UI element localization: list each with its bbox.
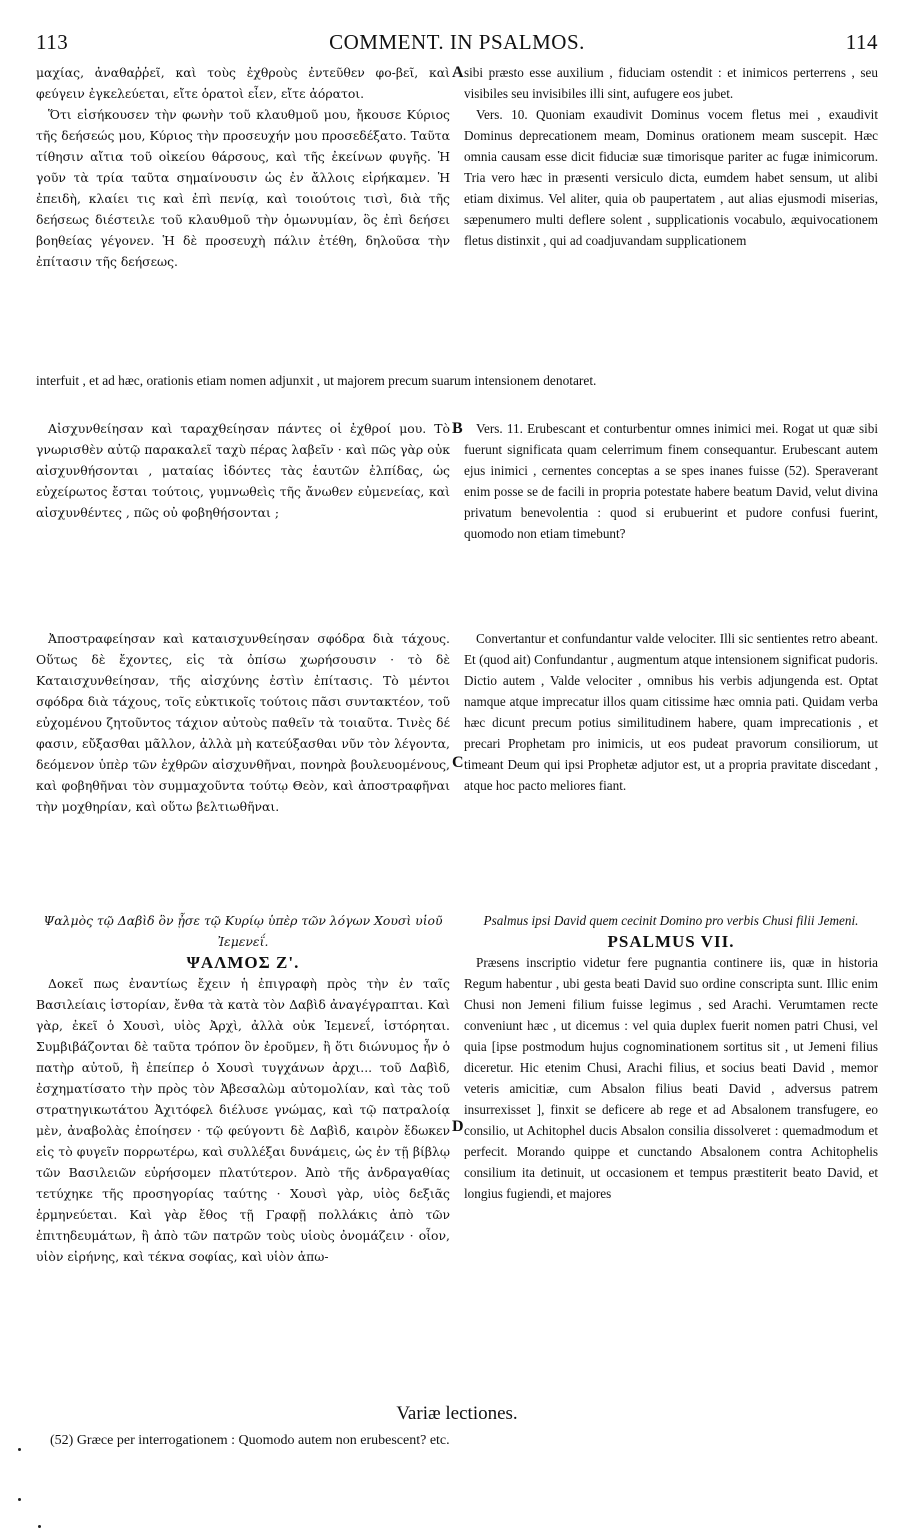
variae-lectiones-title: Variæ lectiones.	[396, 1403, 518, 1424]
latin-column	[464, 418, 878, 544]
margin-letter-b: B	[452, 420, 463, 437]
greek-paragraph: μαχίας, ἀναθαῤῥεῖ, καὶ τοὺς ἐχθροὺς ἐντεῦθεν φο-βεῖ, καὶ φεύγειν ἐγκελεύεται, εἴτε ὁρατοὶ εἶεν, εἴτε ἀόρατοι.	[36, 65, 450, 101]
greek-paragraph: Ἀποστραφείησαν καὶ καταισχυνθείησαν σφόδρα διὰ τάχους. Οὕτως δὲ ἔχοντες, εἰς τὰ ὀπίσω χωρήσουσιν · τὸ δὲ Καταισχυνθείησαν, τῆς αἰσχύνης ἐστὶν ἐπίτασις. Τὸ μέντοι σφόδρα διὰ τάχους, τοῖς εὐκτικοῖς τούτοις πᾶσι συντακτέον, τοῦ εὐχομένου ζητοῦντος τάχιον αὐτοὺς παθεῖν τὰ τοιαῦτα. Τινὲς δέ φασιν, εὔξασθαι μᾶλλον, ἀλλὰ μὴ κατεύξασθαι νῦν τὸν λέγοντα, δεόμενον ὑπὲρ τῶν ἐχθρῶν αἰσχυνθῆναι, πονηρὰ βουλευομένους, καὶ φοβηθῆναι τὸν συμμαχοῦντα τούτῳ Θεὸν, καὶ ἀποστραφῆναι τὴν μοχθηρίαν, καὶ οὕτω βελτιωθῆναι.	[36, 631, 450, 814]
full-width-line	[36, 370, 878, 391]
section-psalm-7	[36, 910, 878, 1390]
section-verse-11	[36, 418, 878, 618]
greek-column	[36, 628, 450, 817]
latin-paragraph: Vers. 10. Quoniam exaudivit Dominus vocem fletus mei , exaudivit Dominus deprecationem meam, Dominus orationem meam suscepit. Hæc omnia causam esse dicit fiduciæ suæ timorisque pariter ac fugæ inimicorum. Tria vero hæc in præsenti versiculo dicta, eumdem habet sensum, ut alibi etiam diximus. Vel aliter, quia ob paupertatem , aut alias ejusmodi miserias, sæpenumero multi deflere solent , supplicationis vocabulo, æquivocationem fletus distinxit , qui ad coadjuvandam supplicationem	[464, 107, 878, 248]
greek-column	[36, 418, 450, 523]
page-number-left: 113	[36, 30, 69, 54]
page-number-right: 114	[845, 30, 878, 54]
latin-paragraph: Convertantur et confundantur valde velociter. Illi sic sentientes retro abeant. Et (quod ait) Confundantur , augmentum atque intensionem significat pudoris. Dictio autem , Valde velociter , omnibus his verbis adjungenda est. Optat namque atque imprecatur illos quam citissime hæc omnia pati. Quidam verba hæc dicunt precum potius similitudinem habere, quam imprecationis , et precari Prophetam pro inimicis, ut eos pudeat pravorum consiliorum, ut timeant Deum qui ipsi Prophetæ adjutor est, ut a propria pravitate discedant , atque hoc pacto meliores fiant.	[464, 631, 878, 793]
latin-column	[464, 62, 878, 251]
greek-column	[36, 910, 450, 1267]
latin-psalm-title: PSALMUS VII.	[607, 932, 735, 951]
margin-letter-c: C	[452, 754, 464, 771]
section-verse-10	[36, 62, 878, 362]
greek-column	[36, 62, 450, 272]
latin-paragraph: Vers. 11. Erubescant et conturbentur omnes inimici mei. Rogat ut quæ sibi fuerunt significata quam celerrimum finem consequantur. Erubescant autem ejus inimici , cernentes conceptas a se spes inanes fuisse (52). Speraverant enim posse se de facili in propria potestate habere beatum David, velut divina privatum benevolentia : quod si erubuerint et pudore confusi fuerint, quomodo non etiam timebunt?	[464, 421, 878, 541]
running-title: COMMENT. IN PSALMOS.	[329, 30, 585, 54]
greek-psalm-title: ΨΑΛΜΟΣ Ζ'.	[186, 953, 300, 972]
greek-paragraph: Δοκεῖ πως ἐναντίως ἔχειν ἡ ἐπιγραφὴ πρὸς τὴν ἐν ταῖς Βασιλείαις ἱστορίαν, ἔνθα τὰ κατὰ τὸν Δαβὶδ ἀναγέγραπται. Καὶ γὰρ, ἐκεῖ ὁ Χουσὶ, υἱὸς Ἀρχὶ, ἀλλὰ οὐκ Ἰεμενεΐ, ἱστόρηται. Συμβιβάζονται δὲ ταῦτα τρόπον ὃν ἐροῦμεν, ἢ ὅτι διώνυμος ἦν ὁ πατὴρ αὐτοῦ, ἢ ἐπείπερ ὁ Χουσὶ τυγχάνων ἀρχι... τοῦ Δαβὶδ, ἐσχηματίσατο τὴν πρὸς τὸν Ἀβεσαλὼμ αὐτομολίαν, καὶ τὰς τοῦ στρατηγικωτάτου Ἀχιτόφελ διέλυσε γνώμας, καὶ τῷ πατραλοίᾳ μὲν, ἀναβολὰς ἐποίησεν · τῷ φεύγοντι δὲ Δαβὶδ, καιρὸν ἔδωκεν εἰς τὸ φυγεῖν πορρωτέρω, καὶ συλλέξαι δυνάμεις, ὡς ἐν τῇ βίβλῳ τῶν Βασιλειῶν εὑρήσομεν πλατύτερον. Ἀπὸ τῆς ἀνδραγαθίας τετύχηκε τῆς προσηγορίας ταύτης · Χουσὶ γὰρ, υἱὸς δεξιᾶς ἑρμηνεύεται. Καὶ γὰρ ἔθος τῇ Γραφῇ πολλάκις ἀπὸ τῶν ἐπιτηδευμάτων, ἢ ἀπὸ τῶν πατρῶν τοὺς υἱοὺς ὀνομάζειν · οἷον, υἱὸν εἰρήνης, καὶ τέκνα σοφίας, καὶ υἱὸν ἀπω-	[36, 976, 450, 1264]
full-width-paragraph: interfuit , et ad hæc, orationis etiam nomen adjunxit , ut majorem precum suarum intensionem denotaret.	[36, 373, 597, 388]
variae-lectiones-note: (52) Græce per interrogationem : Quomodo autem non erubescent? etc.	[50, 1433, 450, 1448]
latin-column	[464, 910, 878, 1204]
greek-psalm-heading: Ψαλμὸς τῷ Δαβὶδ ὃν ᾖσε τῷ Κυρίῳ ὑπὲρ τῶν λόγων Χουσὶ υἱοῦ Ἰεμενεΐ.	[43, 913, 443, 949]
print-speck	[18, 1448, 21, 1451]
latin-psalm-heading: Psalmus ipsi David quem cecinit Domino pro verbis Chusi filii Jemeni.	[483, 913, 859, 928]
margin-letter-d: D	[452, 1118, 464, 1135]
latin-paragraph: sibi præsto esse auxilium , fiduciam ostendit : et inimicos perterrens , seu visibiles seu invisibiles illi sint, aufugere eos jubet.	[464, 65, 878, 101]
greek-paragraph: Αἰσχυνθείησαν καὶ ταραχθείησαν πάντες οἱ ἐχθροί μου. Τὸ γνωρισθὲν αὐτῷ παρακαλεῖ ταχὺ πέρας λαβεῖν · καὶ πῶς γὰρ οὐκ αἰσχυνθήσονται , ματαίας ἰδόντες τὰς ἑαυτῶν ἐλπίδας, ὡς εὐχείρωτος ἔσται τούτοις, γυμνωθεὶς τῆς ἄνωθεν εὐμενείας, καὶ αἰσχυνθέντες , πῶς οὐ φοβηθήσονται ;	[36, 421, 450, 520]
print-speck	[38, 1525, 41, 1528]
latin-paragraph: Præsens inscriptio videtur fere pugnantia continere iis, quæ in historia Regum habentur , ubi gesta beati David suo ordine conscripta sunt. Illic enim Chusi non Jemeni filium fuisse legimus , sed Arachi. Verumtamen recte conveniunt hæc , ut dicemus : vel quia duplex fuerit nomen patri Chusi, vel quia [ipse postmodum hujus cognominationem sortitus sit , ut Jemeni filius diceretur. Hic etenim Chusi, Arachi filius, et socius beati David , memor veteris amicitiæ, cum Absalon filius beati David , adversus patrem insurrexisset ], finxit se deficere ab rege et ad Absalonem transfugere, eo consilio, ut Achitophel ducis Absalon consilia dissolveret : quemadmodum et perfecit. Morando quippe et cunctando Absalonem contra Achitophelis consilium ita detinuit, ut occasionem et tempus præstiterit beato David, et longius fugiendi, et majores	[464, 955, 878, 1201]
greek-paragraph: Ὅτι εἰσήκουσεν τὴν φωνὴν τοῦ κλαυθμοῦ μου, ἤκουσε Κύριος τῆς δεήσεώς μου, Κύριος τὴν προσευχήν μου προσεδέξατο. Ταῦτα τίθησιν αἴτια τοῦ οἰκείου θάρσους, καὶ τῆς ἐκείνων φυγῆς. Ἡ γοῦν τὰ τρία ταῦτα σημαίνουσιν ὡς ἐν ἄλλοις εἰρήκαμεν. Ἡ ἐπειδὴ, κλαίει τις καὶ ἐπὶ πενίᾳ, καὶ τοιούτοις τισὶ, διὰ τῆς δεήσεως διέστειλε τοῦ κλαυθμοῦ τὴν ὁμωνυμίαν, ὃς ἐπὶ δεήσει βοηθείας γέγονεν. Ἡ δὲ προσευχὴ πάλιν ἐτέθη, δηλοῦσα τὴν ἐπίτασιν τῆς δεήσεως.	[36, 107, 450, 269]
print-speck	[18, 1498, 21, 1501]
margin-letter-a: A	[452, 64, 464, 81]
latin-column	[464, 628, 878, 796]
page-header	[36, 30, 878, 54]
section-convertantur	[36, 628, 878, 888]
